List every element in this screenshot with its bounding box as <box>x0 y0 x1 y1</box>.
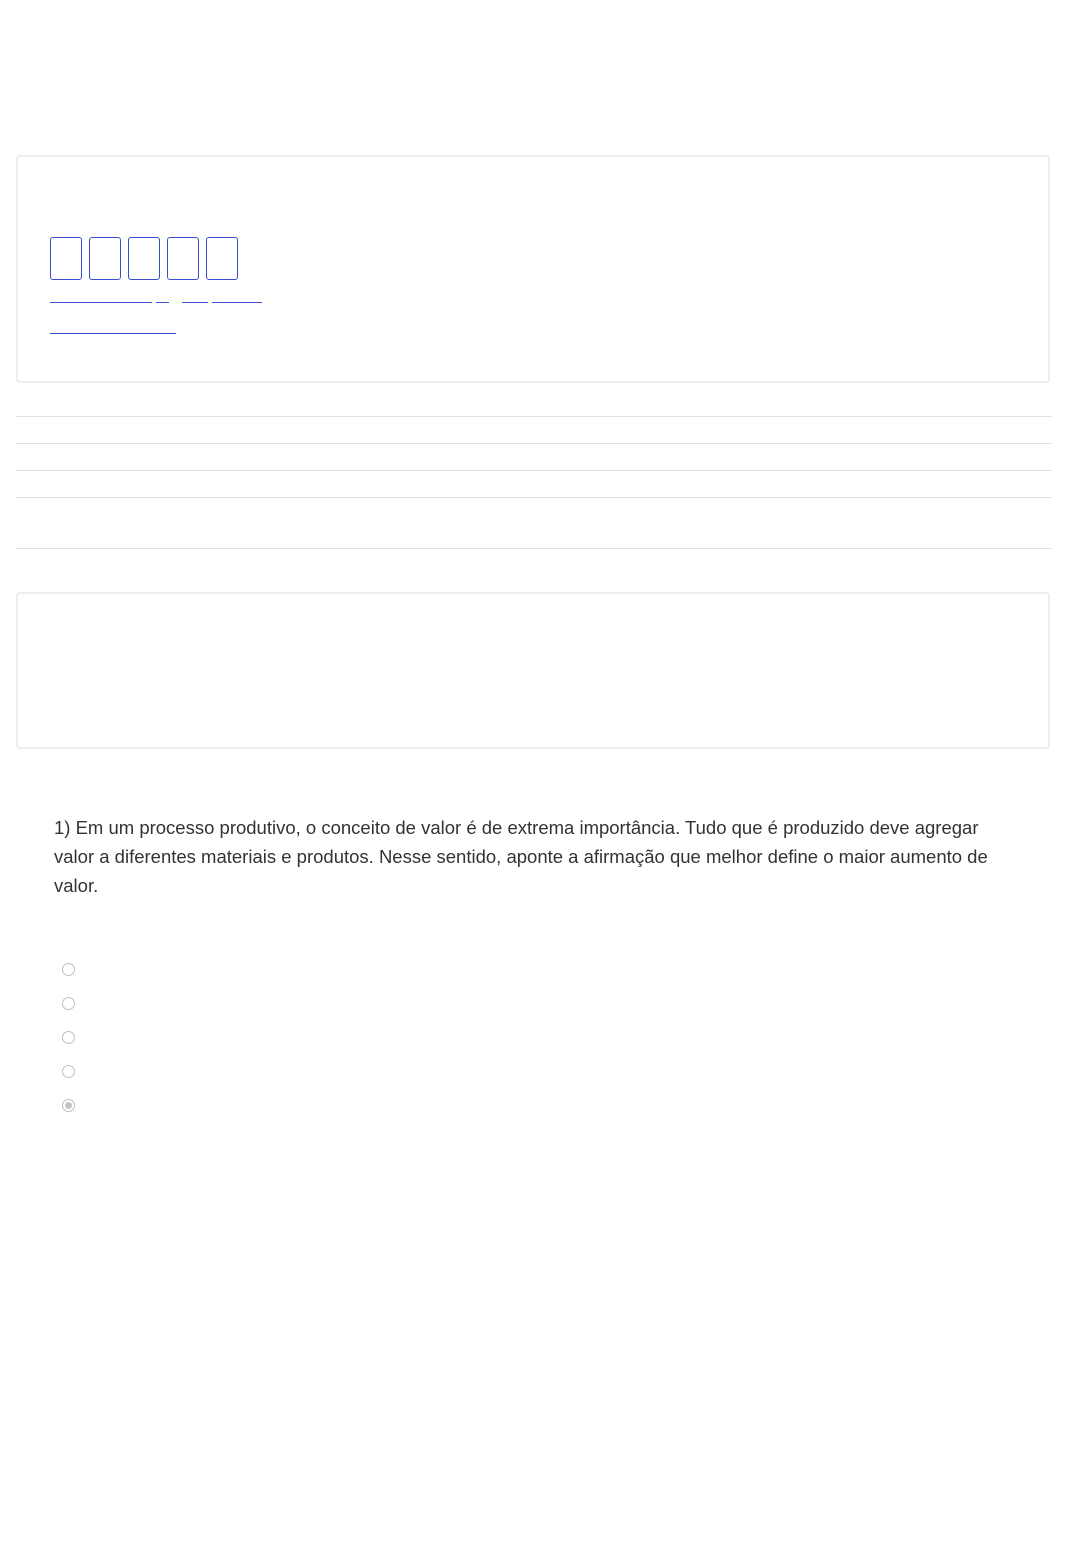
divider <box>16 470 1052 471</box>
nav-link-5[interactable] <box>50 333 176 334</box>
nav-link-2[interactable] <box>156 302 169 303</box>
option-radio-a[interactable] <box>62 963 75 976</box>
question-number-list <box>50 237 245 280</box>
question-nav-button-5[interactable] <box>206 237 238 280</box>
divider <box>16 497 1052 498</box>
question-nav-button-4[interactable] <box>167 237 199 280</box>
option-radio-d[interactable] <box>62 1065 75 1078</box>
option-radio-c[interactable] <box>62 1031 75 1044</box>
info-panel <box>16 592 1050 749</box>
divider <box>16 443 1052 444</box>
nav-link-1[interactable] <box>50 302 152 303</box>
question-nav-button-2[interactable] <box>89 237 121 280</box>
question-navigation-panel <box>16 155 1050 383</box>
divider <box>16 416 1052 417</box>
question-nav-button-3[interactable] <box>128 237 160 280</box>
nav-link-4[interactable] <box>212 302 262 303</box>
option-radio-b[interactable] <box>62 997 75 1010</box>
nav-link-3[interactable] <box>182 302 208 303</box>
divider <box>16 548 1052 549</box>
answer-options <box>62 963 75 1133</box>
option-radio-e[interactable] <box>62 1099 75 1112</box>
question-nav-button-1[interactable] <box>50 237 82 280</box>
question-text: 1) Em um processo produtivo, o conceito de valor é de extrema importância. Tudo que é produzido deve agregar valor a diferentes materiais e produtos. Nesse sentido, aponte a afirmação que melhor define o maior aumento de valor. <box>54 817 988 896</box>
